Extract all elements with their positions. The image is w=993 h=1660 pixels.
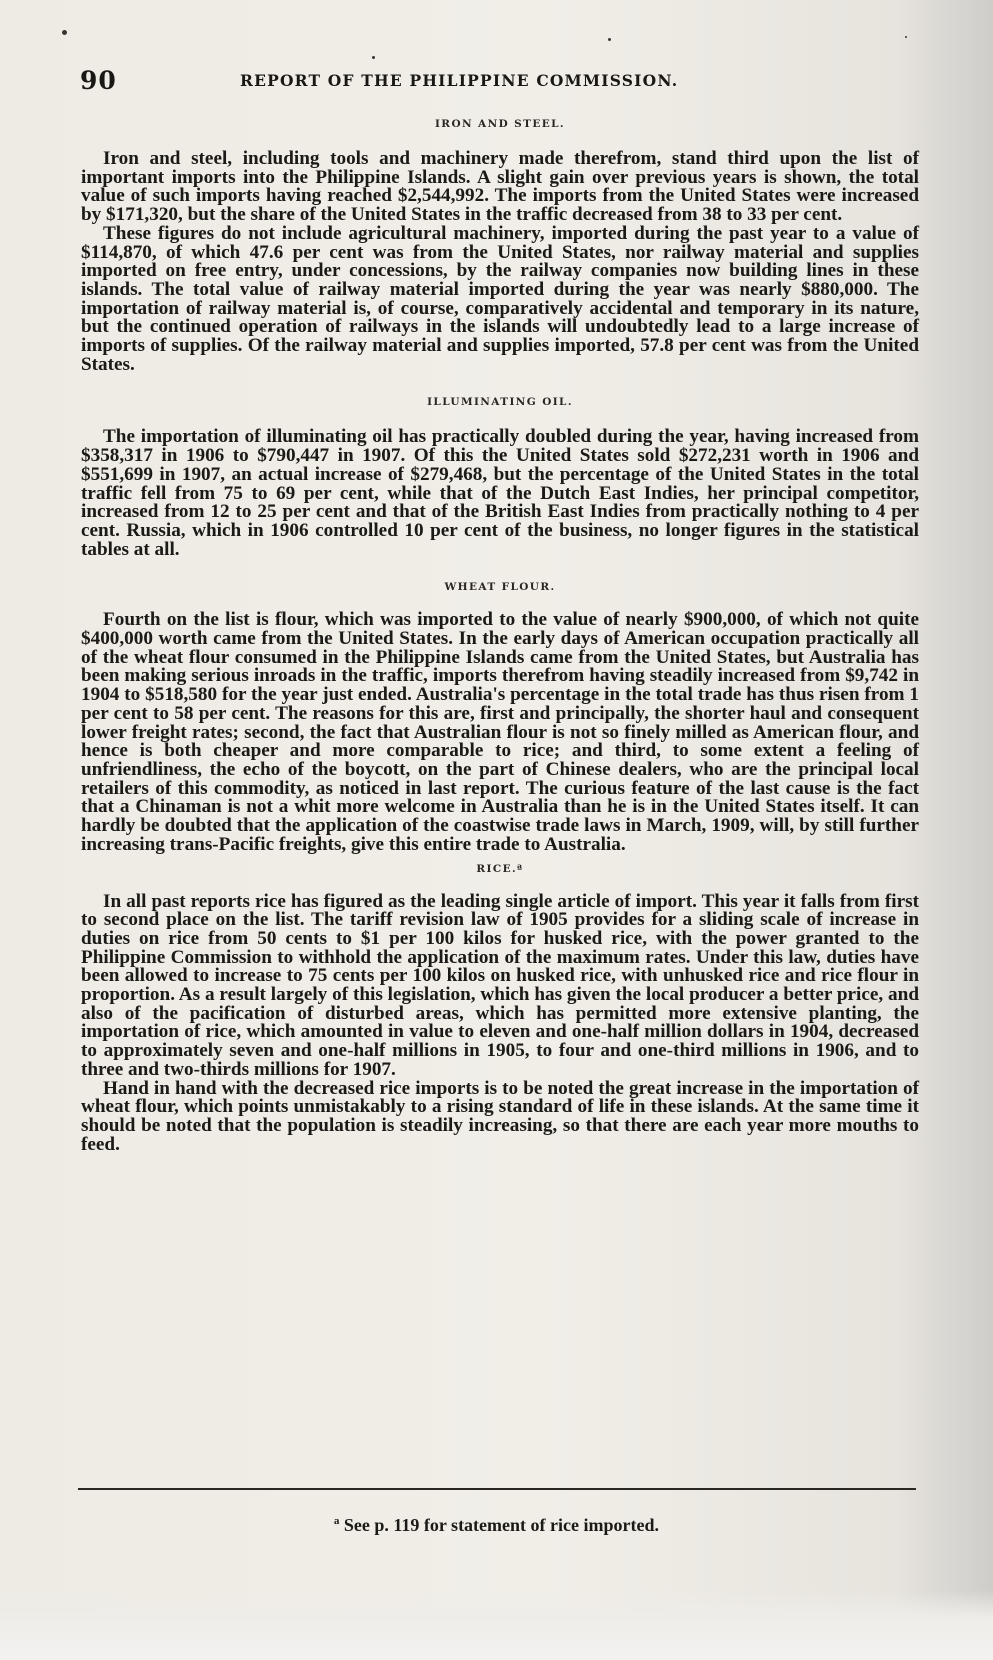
footnote: ª See p. 119 for statement of rice imported.	[334, 1515, 659, 1535]
section-heading: WHEAT FLOUR.	[444, 581, 556, 594]
section-heading: ILLUMINATING OIL.	[427, 396, 573, 409]
section-heading: RICE.ª	[476, 862, 524, 875]
paragraph: These figures do not include agricultural machinery, imported during the past year to a value of $114,870, of which 47.6 per cent was from the United States, nor railway material and supplies imported on free entry, under concessions, by the railway companies now building lines in these islands. The total value of railway material imported during the year was nearly $880,000. The importation of railway material is, of course, comparatively accidental and temporary in its nature, but the continued operation of railways in the islands will undoubtedly lead to a large increase of imports of supplies. Of the railway material and supplies imported, 57.8 per cent was from the United States.	[81, 222, 919, 375]
section-wheat-flour	[81, 581, 919, 854]
scan-speck	[62, 30, 67, 35]
section-iron-and-steel	[81, 118, 919, 374]
body-text	[81, 118, 919, 1154]
running-head: REPORT OF THE PHILIPPINE COMMISSION.	[240, 71, 679, 90]
scan-speck	[608, 38, 611, 41]
scan-speck	[372, 56, 375, 59]
footnote-rule	[78, 1488, 916, 1490]
paragraph: Hand in hand with the decreased rice imports is to be noted the great increase in the importation of wheat flour, which points unmistakably to a rising standard of life in these islands. At the same time it should be noted that the population is steadily increasing, so that there are each year more mouths to feed.	[81, 1077, 919, 1155]
page-number: 90	[80, 66, 117, 95]
scan-speck	[905, 36, 907, 38]
paragraph: In all past reports rice has figured as the leading single article of import. This year it falls from first to second place on the list. The tariff revision law of 1905 provides for a sliding scale of increase in duties on rice from 50 cents to $1 per 100 kilos for husked rice, with the power granted to the Philippine Commission to withhold the application of the maximum rates. Under this law, duties have been allowed to increase to 75 cents per 100 kilos on husked rice, with unhusked rice and rice flour in proportion. As a result largely of this legislation, which has given the local producer a better price, and also of the pacification of disturbed areas, which has permitted more extensive planting, the importation of rice, which amounted in value to eleven and one-half million dollars in 1904, decreased to approximately seven and one-half millions in 1905, to four and one-third millions in 1906, and to three and two-thirds millions for 1907.	[81, 890, 919, 1080]
section-heading: IRON AND STEEL.	[435, 118, 565, 130]
section-rice	[81, 863, 919, 1155]
page-header	[80, 66, 900, 100]
paragraph: Iron and steel, including tools and machinery made therefrom, stand third upon the list of important imports into the Philippine Islands. A slight gain over previous years is shown, the total value of such imports having reached $2,544,992. The imports from the United States were increased by $171,320, but the share of the United States in the traffic decreased from 38 to 33 per cent.	[81, 148, 919, 226]
page-edge-shade	[0, 1590, 993, 1660]
paragraph: The importation of illuminating oil has practically doubled during the year, having increased from $358,317 in 1906 to $790,447 in 1907. Of this the United States sold $272,231 worth in 1906 and $551,699 in 1907, an actual increase of $279,468, but the percentage of the United States in the total traffic fell from 75 to 69 per cent, while that of the Dutch East Indies, her principal competitor, increased from 12 to 25 per cent and that of the British East Indies from practically nothing to 4 per cent. Russia, which in 1906 controlled 10 per cent of the business, no longer figures in the statistical tables at all.	[81, 426, 919, 560]
section-illuminating-oil	[81, 396, 919, 559]
paragraph: Fourth on the list is flour, which was imported to the value of nearly $900,000, of which not quite $400,000 worth came from the United States. In the early days of American occupation practically all of the wheat flour consumed in the Philippine Islands came from the United States, but Australia has been making serious inroads in the traffic, imports therefrom having steadily increased from $9,742 in 1904 to $518,580 for the year just ended. Australia's percentage in the total trade has thus risen from 1 per cent to 58 per cent. The reasons for this are, first and principally, the shorter haul and consequent lower freight rates; second, the fact that Australian flour is not so finely milled as American flour, and hence is both cheaper and more comparable to rice; and third, to some extent a feeling of unfriendliness, the echo of the boycott, on the part of Chinese dealers, who are the principal local retailers of this commodity, as noticed in last report. The curious feature of the last cause is the fact that a Chinaman is not a whit more welcome in Australia than he is in the United States itself. It can hardly be doubted that the application of the coastwise trade laws in March, 1909, will, by still further increasing trans-Pacific freights, give this entire trade to Australia.	[81, 609, 919, 855]
